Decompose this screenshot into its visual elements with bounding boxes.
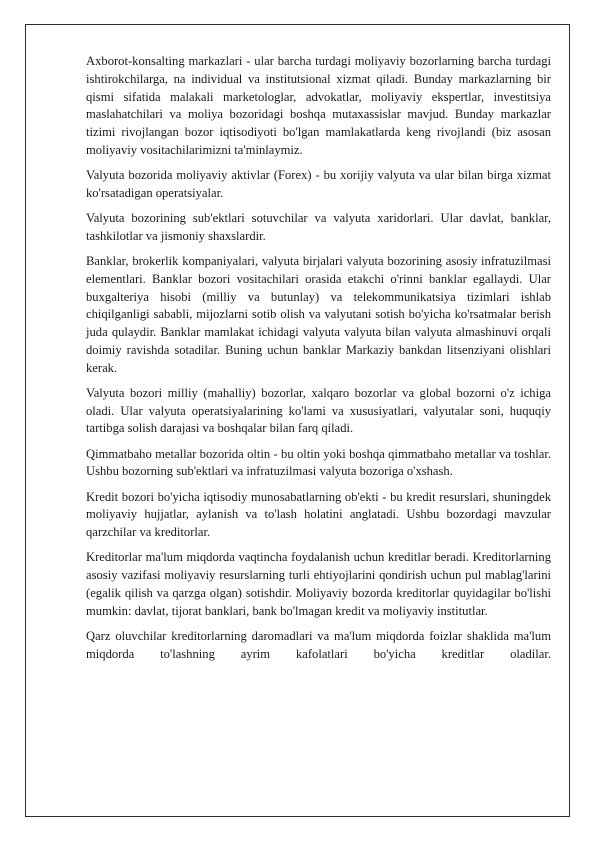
paragraph-currency-market-levels: Valyuta bozori milliy (mahalliy) bozorlar, xalqaro bozorlar va global bozorni o'z ichiga oladi. Ular valyuta operatsiyalarining ko'lami va xususiyatlari, valyutalar soni, huquqiy tartibga solish darajasi va boshqalar bilan farq qiladi. <box>86 385 551 436</box>
document-body <box>86 53 551 671</box>
paragraph-banks-infrastructure: Banklar, brokerlik kompaniyalari, valyuta birjalari valyuta bozorining asosiy infratuzilmasi elementlari. Banklar bozori vositachilari orasida etakchi o'rinni banklar egallaydi. Ular buxgalteriya hisobi (milliy va butunlay) va telekommunikatsiya tizimlari ishlab chiqilganligi sababli, mijozlarni sotib olish va valyutani sotish bo'yicha ko'rsatmalar berish juda qulaydir. Banklar mamlakat ichidagi valyuta valyuta bilan valyuta almashinuvi orqali doimiy ravishda sotadilar. Buning uchun banklar Markaziy bankdan litsenziyani olishlari kerak. <box>86 254 551 375</box>
paragraph-info-consulting-centers: Axborot-konsalting markazlari - ular barcha turdagi moliyaviy bozorlarning barcha turdagi ishtirokchilarga, na individual va institutsional xizmat qiladi. Bunday markazlarning bir qismi sifatida malakali marketologlar, advokatlar, moliyaviy ekspertlar, investitsiya maslahatchilari va moliya bozoridagi boshqa mutaxassislar mavjud. Bunday markazlar tizimi rivojlangan bozor iqtisodiyoti bo'lgan mamlakatlarda keng rivojlandi (biz asosan moliyaviy vositachilarimizni ta'minlaymiz. <box>86 54 551 157</box>
paragraph-borrowers: Qarz oluvchilar kreditorlarning daromadlari va ma'lum miqdorda foizlar shaklida ma'lum miqdorda to'lashning ayrim kafolatlari bo'yicha kreditlar oladilar. <box>86 628 551 661</box>
paragraph-forex-definition: Valyuta bozorida moliyaviy aktivlar (Forex) - bu xorijiy valyuta va ular bilan birga xizmat ko'rsatadigan operatsiyalar. <box>86 168 551 200</box>
paragraph-precious-metals-market: Qimmatbaho metallar bozorida oltin - bu oltin yoki boshqa qimmatbaho metallar va toshlar. Ushbu bozorning sub'ektlari va infratuzilmasi valyuta bozoriga o'xshash. <box>86 446 551 479</box>
paragraph-credit-market: Kredit bozori bo'yicha iqtisodiy munosabatlarning ob'ekti - bu kredit resurslari, shuningdek moliyaviy hujjatlar, aylanish va to'lash holatini anglatadi. Ushbu bozordagi mavzular qarzchilar va kreditorlar. <box>86 489 551 539</box>
paragraph-currency-market-subjects: Valyuta bozorining sub'ektlari sotuvchilar va valyuta xaridorlari. Ular davlat, banklar, tashkilotlar va jismoniy shaxslardir. <box>86 211 551 243</box>
paragraph-creditors: Kreditorlar ma'lum miqdorda vaqtincha foydalanish uchun kreditlar beradi. Kreditorlarning asosiy vazifasi moliyaviy resurslarning turli ehtiyojlarini qondirish uchun pul mablag'larini (egalik qilish va qarzga olgan) sotishdir. Moliyaviy bozorda kreditorlar quyidagilar bo'lishi mumkin: davlat, tijorat banklari, bank bo'lmagan kredit va moliyaviy institutlar. <box>86 550 551 618</box>
